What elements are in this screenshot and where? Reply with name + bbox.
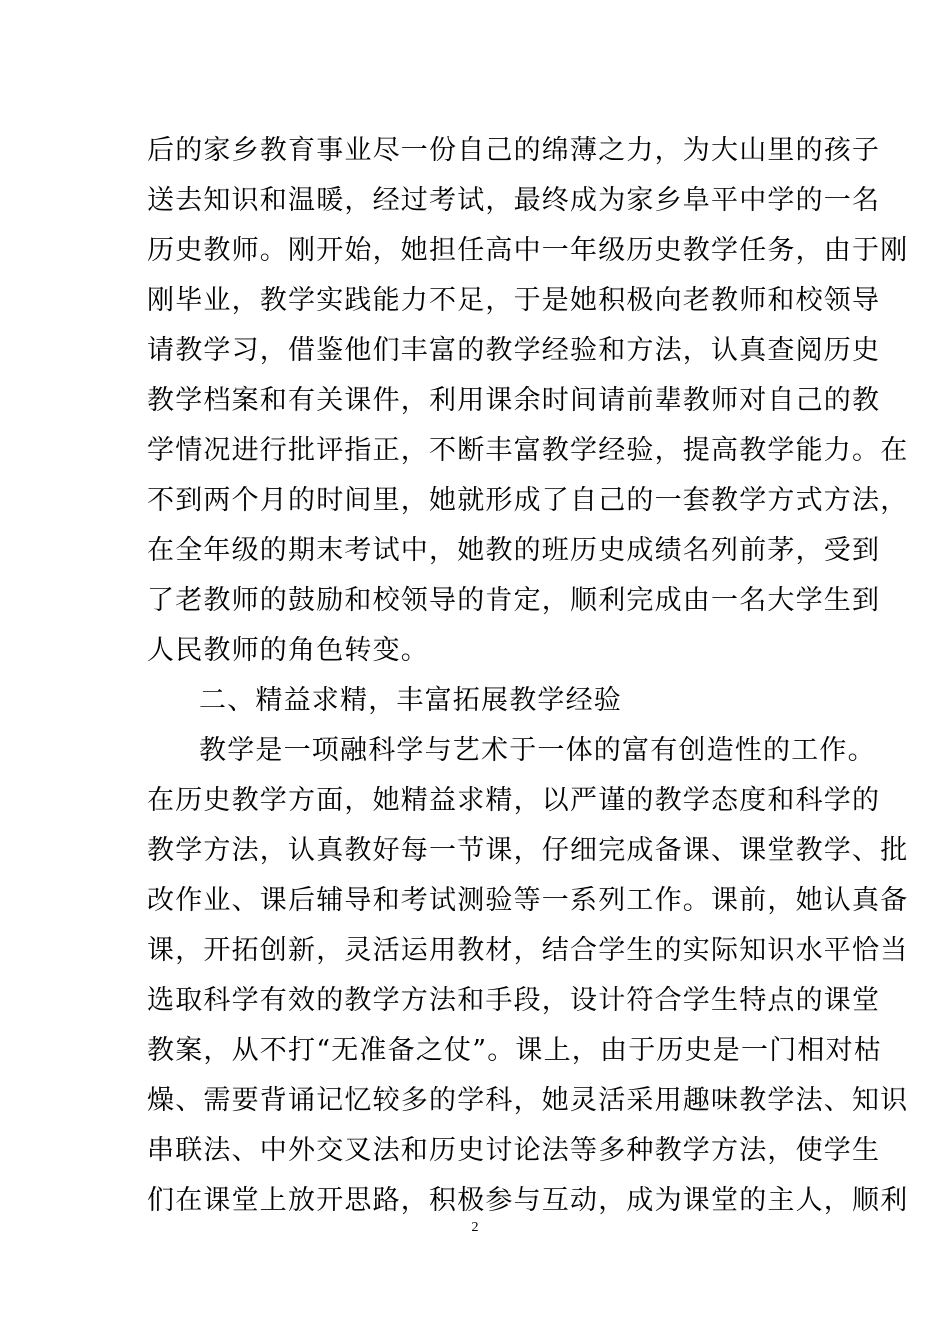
- text-line: 教学方法，认真教好每一节课，仔细完成备课、课堂教学、批: [147, 835, 909, 866]
- text-line: 送去知识和温暖，经过考试，最终成为家乡阜平中学的一名: [147, 185, 881, 216]
- text-line: 教学档案和有关课件，利用课余时间请前辈教师对自己的教: [147, 385, 881, 416]
- text-line: 在全年级的期末考试中，她教的班历史成绩名列前茅，受到: [147, 535, 881, 566]
- text-line: 在历史教学方面，她精益求精，以严谨的教学态度和科学的: [147, 785, 881, 816]
- text-line: 选取科学有效的教学方法和手段，设计符合学生特点的课堂: [147, 985, 881, 1016]
- text-line: 了老教师的鼓励和校领导的肯定，顺利完成由一名大学生到: [147, 585, 881, 616]
- text-line: 改作业、课后辅导和考试测验等一系列工作。课前，她认真备: [147, 885, 909, 916]
- text-line: 教学是一项融科学与艺术于一体的富有创造性的工作。: [199, 735, 876, 766]
- text-line: 燥、需要背诵记忆较多的学科，她灵活采用趣味教学法、知识: [147, 1085, 909, 1116]
- text-line: 人民教师的角色转变。: [147, 635, 429, 666]
- page-number: 2: [471, 1220, 479, 1235]
- text-line: 不到两个月的时间里，她就形成了自己的一套教学方式方法，: [147, 485, 909, 516]
- text-line: 刚毕业，教学实践能力不足，于是她积极向老教师和校领导: [147, 285, 881, 316]
- section-heading: 二、精益求精，丰富拓展教学经验: [199, 685, 622, 716]
- text-line: 教案，从不打“无准备之仗”。课上，由于历史是一门相对枯: [147, 1035, 883, 1066]
- text-line: 学情况进行批评指正，不断丰富教学经验，提高教学能力。在: [147, 435, 909, 466]
- text-line: 串联法、中外交叉法和历史讨论法等多种教学方法，使学生: [147, 1135, 881, 1166]
- text-line: 历史教师。刚开始，她担任高中一年级历史教学任务，由于刚: [147, 235, 909, 266]
- text-line: 课，开拓创新，灵活运用教材，结合学生的实际知识水平恰当: [147, 935, 909, 966]
- text-line: 请教学习，借鉴他们丰富的教学经验和方法，认真查阅历史: [147, 335, 881, 366]
- text-line: 们在课堂上放开思路，积极参与互动，成为课堂的主人，顺利: [147, 1185, 909, 1216]
- text-line: 后的家乡教育事业尽一份自己的绵薄之力，为大山里的孩子: [147, 135, 881, 166]
